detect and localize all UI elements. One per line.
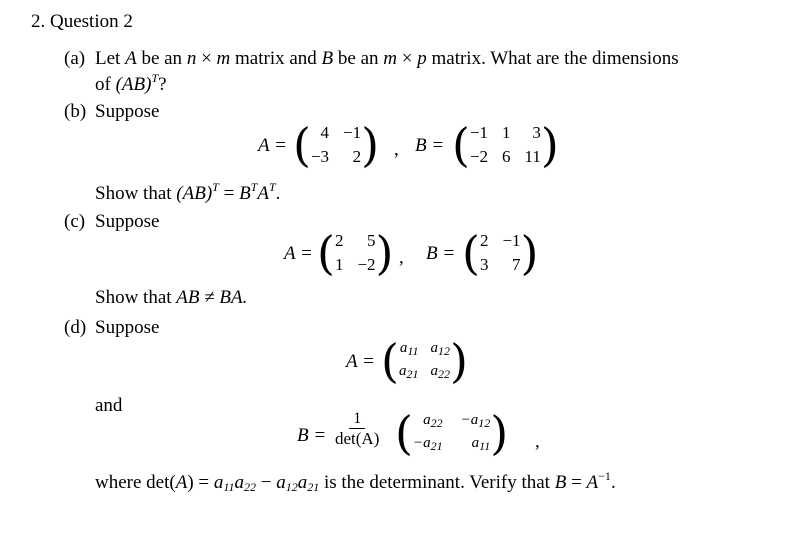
part-b-show <box>95 181 280 203</box>
matrix-cell: 1 <box>334 255 344 274</box>
part-a-label: (a) <box>64 48 86 69</box>
text: be an <box>141 48 183 69</box>
text: ? <box>158 74 167 95</box>
matrix-grid <box>399 340 450 382</box>
part-c-A-eq: A = <box>284 243 313 264</box>
matrix-cell: 3 <box>532 123 541 142</box>
math-a: a <box>213 472 224 493</box>
part-c-label: (c) <box>64 211 86 232</box>
math-m: m <box>383 48 398 69</box>
matrix-cell <box>413 412 443 431</box>
matrix-cell: 6 <box>502 147 511 166</box>
text: of <box>95 74 111 95</box>
part-c-B-matrix <box>462 226 539 280</box>
math-m: m <box>216 48 231 69</box>
subscript: 21 <box>430 439 443 453</box>
math-AB: (AB) <box>176 183 213 204</box>
right-paren: ) <box>449 334 468 388</box>
matrix-cell <box>461 435 491 454</box>
math-n: n <box>186 48 197 69</box>
left-paren: ( <box>452 118 470 172</box>
part-d-comma: , <box>535 431 540 452</box>
matrix-grid <box>480 231 521 275</box>
times-symbol: × <box>201 48 212 69</box>
matrix-cell <box>399 340 419 359</box>
text: ) = <box>187 472 210 493</box>
part-a-line2 <box>95 72 167 94</box>
matrix-cell: −2 <box>357 255 376 274</box>
subscript: 21 <box>406 367 419 381</box>
matrix-grid <box>470 123 541 167</box>
matrix-grid <box>311 123 361 167</box>
text: Show that <box>95 183 172 204</box>
matrix-cell: −1 <box>502 231 521 250</box>
subscript: 22 <box>437 367 450 381</box>
math-a: −a <box>412 435 431 451</box>
math-B: B <box>554 472 567 493</box>
math-a: a <box>399 340 408 356</box>
matrix-cell <box>461 412 491 431</box>
matrix-cell: 5 <box>367 231 376 250</box>
right-paren: ) <box>490 406 509 460</box>
subscript: 21 <box>307 480 320 494</box>
left-paren: ( <box>395 406 413 460</box>
minus-symbol: − <box>260 472 272 493</box>
math-B: B <box>239 183 251 204</box>
math-A: A <box>125 48 137 69</box>
matrix-cell: 2 <box>479 231 489 250</box>
right-paren: ) <box>375 226 394 280</box>
text: be an <box>337 48 379 69</box>
matrix-cell: −3 <box>310 147 330 166</box>
part-d-and: and <box>95 395 123 416</box>
part-b-suppose: Suppose <box>95 101 160 122</box>
subscript: 12 <box>285 480 298 494</box>
part-b-B-matrix <box>452 118 559 172</box>
math-a: a <box>398 363 407 379</box>
left-paren: ( <box>317 226 335 280</box>
left-paren: ( <box>293 118 311 172</box>
math-a: −a <box>460 412 479 428</box>
math-AB: (AB) <box>115 74 152 95</box>
text: . <box>610 472 616 493</box>
matrix-cell: −1 <box>469 123 489 142</box>
part-d-A-matrix <box>381 334 468 388</box>
part-d-suppose: Suppose <box>95 317 160 338</box>
right-paren: ) <box>361 118 380 172</box>
math-a: a <box>423 412 431 428</box>
part-d-A-eq: A = <box>346 351 375 372</box>
matrix-grid <box>413 412 490 454</box>
math-a: a <box>234 472 244 493</box>
part-d-B-eq: B = <box>297 425 327 446</box>
part-c-B-eq: B = <box>426 243 456 264</box>
math-p: p <box>417 48 427 69</box>
text: Let <box>95 48 121 69</box>
subscript: 12 <box>437 344 450 358</box>
text: Show that <box>95 287 172 308</box>
matrix-cell: 11 <box>524 147 541 166</box>
subscript: 11 <box>223 480 235 494</box>
left-paren: ( <box>462 226 480 280</box>
fraction-numerator: 1 <box>349 410 365 429</box>
math-A: A <box>175 472 188 493</box>
math-a: a <box>276 472 286 493</box>
part-c-show <box>95 288 247 307</box>
part-b-comma: , <box>394 139 399 160</box>
matrix-cell: 2 <box>352 147 362 166</box>
matrix-cell <box>430 340 450 359</box>
matrix-cell: 7 <box>512 255 521 274</box>
matrix-cell: 3 <box>479 255 489 274</box>
part-b-A-eq: A = <box>258 135 287 156</box>
fraction <box>335 410 379 449</box>
part-d-fraction <box>335 410 379 449</box>
text: . <box>275 183 281 204</box>
subscript: 12 <box>478 416 491 430</box>
matrix-cell <box>430 363 450 382</box>
superscript-T: T <box>151 71 159 85</box>
math-a: a <box>471 435 480 451</box>
matrix-cell: 4 <box>320 123 330 142</box>
text: matrix and <box>235 48 317 69</box>
math-inequality: AB ≠ BA. <box>176 287 248 308</box>
subscript: 11 <box>479 439 491 453</box>
math-A: A <box>586 472 599 493</box>
part-c-A-matrix <box>317 226 394 280</box>
superscript-T: T <box>268 180 276 194</box>
matrix-cell: −2 <box>469 147 489 166</box>
text: where det( <box>95 472 176 493</box>
equals-symbol: = <box>223 183 235 204</box>
right-paren: ) <box>540 118 559 172</box>
text: matrix. What are the dimensions <box>431 48 679 69</box>
right-paren: ) <box>520 226 539 280</box>
superscript-T: T <box>250 180 258 194</box>
text: is the determinant. Verify that <box>323 472 550 493</box>
matrix-grid <box>335 231 376 275</box>
math-B: B <box>321 48 334 69</box>
times-symbol: × <box>401 48 413 69</box>
part-c-comma: , <box>399 247 404 268</box>
part-a-line1 <box>95 49 679 68</box>
superscript-inverse: −1 <box>598 469 611 483</box>
math-A: A <box>257 183 269 204</box>
matrix-cell: 2 <box>334 231 344 250</box>
left-paren: ( <box>381 334 399 388</box>
math-a: a <box>430 363 438 379</box>
fraction-denominator: det(A) <box>335 428 380 448</box>
part-b-label: (b) <box>64 101 87 122</box>
subscript: 11 <box>407 344 419 358</box>
math-a: a <box>430 340 438 356</box>
equals-symbol: = <box>571 472 582 493</box>
part-b-B-eq: B = <box>415 135 445 156</box>
matrix-cell <box>413 435 443 454</box>
part-c-suppose: Suppose <box>95 211 160 232</box>
question-heading: 2. Question 2 <box>31 11 133 32</box>
subscript: 22 <box>243 480 256 494</box>
superscript-T: T <box>212 180 219 194</box>
matrix-cell: −1 <box>343 123 362 142</box>
part-d-B-matrix <box>395 406 509 460</box>
matrix-cell: 1 <box>502 123 511 142</box>
part-d-where <box>95 470 616 493</box>
part-d-label: (d) <box>64 317 87 338</box>
part-b-A-matrix <box>293 118 380 172</box>
matrix-cell <box>399 363 419 382</box>
subscript: 22 <box>430 416 443 430</box>
math-a: a <box>297 472 308 493</box>
